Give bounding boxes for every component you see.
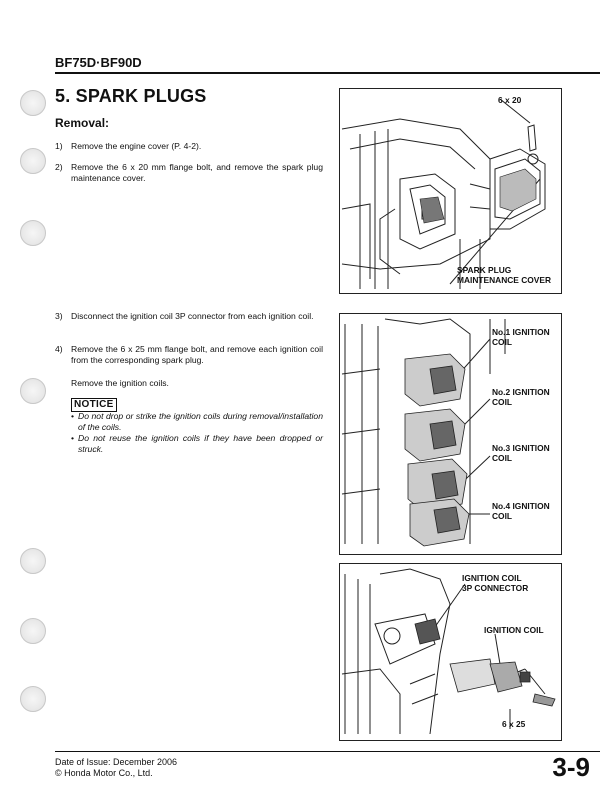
model-header: BF75D·BF90D (55, 55, 142, 70)
bolt-label-6x20: 6 x 20 (498, 95, 522, 105)
page-number: 3-9 (552, 752, 590, 782)
coils-illustration (340, 314, 561, 554)
coil-label: IGNITION COIL (484, 625, 544, 635)
notice-item (71, 411, 323, 433)
coil-4-label-line2: COIL (492, 511, 513, 521)
step-3 (55, 311, 323, 322)
step-text: Remove the engine cover (P. 4-2). (71, 141, 202, 151)
connector-label-line2: 3P CONNECTOR (462, 583, 529, 593)
step-1 (55, 141, 323, 152)
notice-label: NOTICE (71, 398, 117, 412)
step-number: 2) (55, 162, 63, 172)
bolt-label-6x25: 6 x 25 (502, 719, 526, 729)
bullet: • (71, 433, 75, 443)
issue-date: Date of Issue: December 2006 (55, 757, 178, 767)
step-4 (55, 344, 323, 366)
step-text: Disconnect the ignition coil 3P connector from each ignition coil. (71, 311, 314, 321)
step-text: Remove the 6 x 25 mm flange bolt, and remove each ignition coil from the corresponding spark plug. (71, 344, 323, 365)
binder-hole (20, 220, 46, 246)
engine-illustration (340, 89, 561, 293)
step-2 (55, 162, 323, 184)
coil-1-label-line2: COIL (492, 337, 513, 347)
binder-hole (20, 686, 46, 712)
cover-label-line2: MAINTENANCE COVER (457, 275, 551, 285)
cover-label-line1: SPARK PLUG (457, 265, 512, 275)
step-number: 3) (55, 311, 63, 321)
footer-rule (55, 751, 600, 752)
copyright: © Honda Motor Co., Ltd. (55, 768, 153, 778)
binder-hole (20, 148, 46, 174)
removal-subheading: Removal: (55, 116, 110, 130)
binder-hole (20, 618, 46, 644)
step-number: 1) (55, 141, 63, 151)
connector-label-line1: IGNITION COIL (462, 573, 522, 583)
coil-4-label-line1: No.4 IGNITION (492, 501, 550, 511)
coil-3-label-line1: No.3 IGNITION (492, 443, 550, 453)
bullet: • (71, 411, 75, 421)
figure-coil-connector (339, 563, 562, 741)
coil-2-label-line1: No.2 IGNITION (492, 387, 550, 397)
header-rule (55, 72, 600, 74)
coil-3-label-line2: COIL (492, 453, 513, 463)
note-text: Remove the ignition coils. (71, 378, 169, 388)
step-text: Remove the 6 x 20 mm flange bolt, and remove the spark plug maintenance cover. (71, 162, 323, 183)
notice-text: Do not drop or strike the ignition coils during removal/installation of the coils. (78, 411, 323, 432)
binder-hole (20, 378, 46, 404)
coil-2-label-line2: COIL (492, 397, 513, 407)
notice-text: Do not reuse the ignition coils if they have been dropped or struck. (78, 433, 323, 454)
binder-hole (20, 548, 46, 574)
figure-ignition-coils (339, 313, 562, 555)
binder-hole (20, 90, 46, 116)
section-title: 5. SPARK PLUGS (55, 86, 207, 106)
step-number: 4) (55, 344, 63, 354)
notice-item (71, 433, 323, 455)
coil-1-label-line1: No.1 IGNITION (492, 327, 550, 337)
footer-issue-block (55, 757, 177, 779)
figure-maintenance-cover (339, 88, 562, 294)
